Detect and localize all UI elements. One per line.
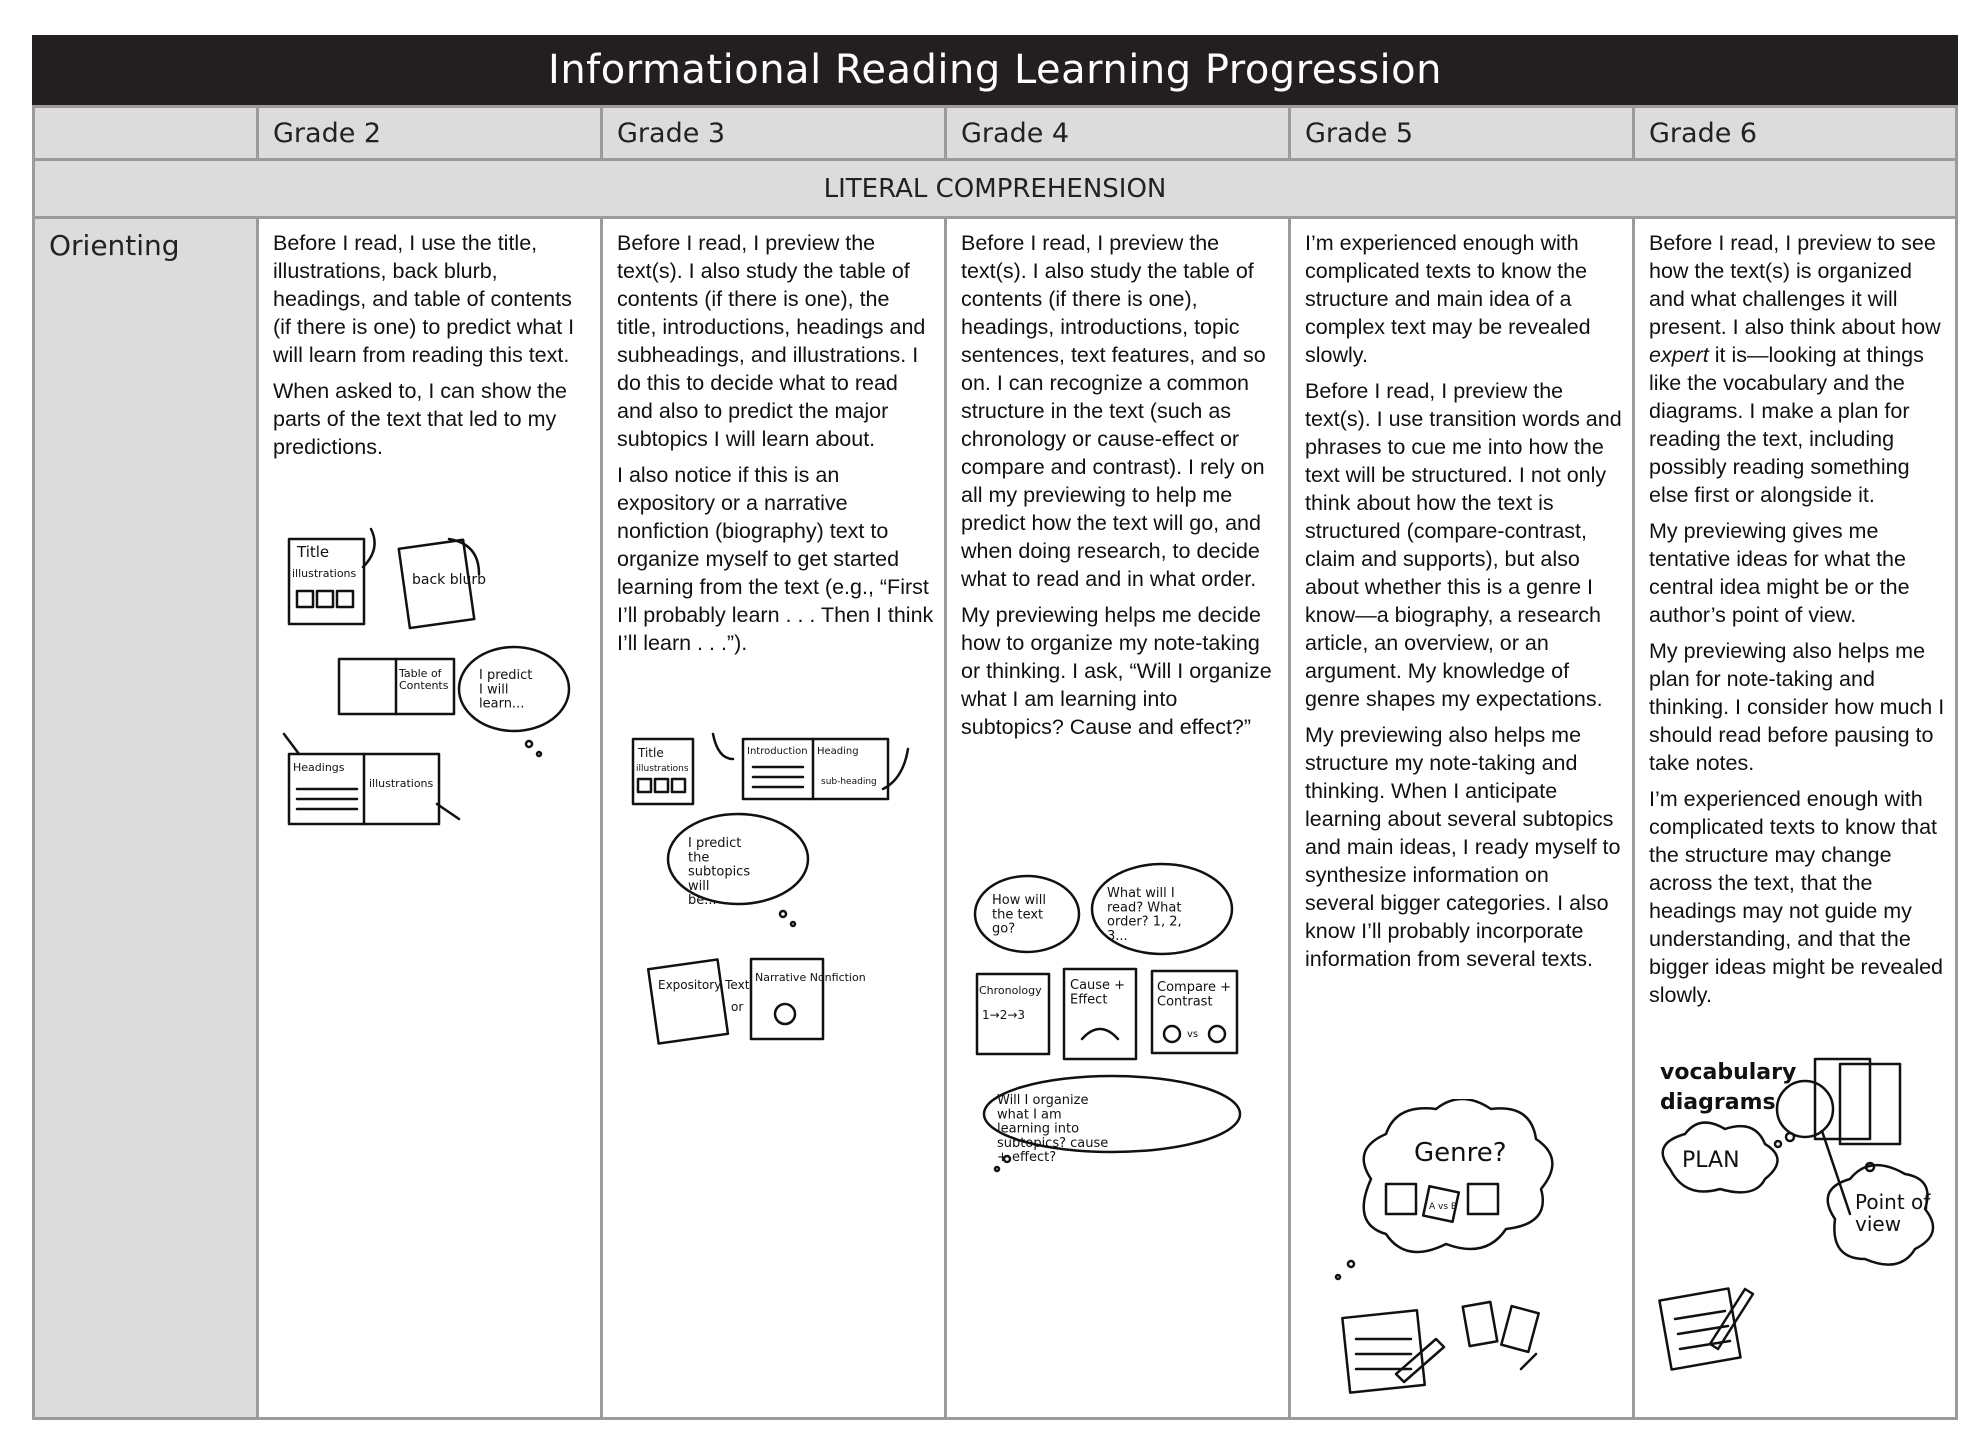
svg-text:diagrams: diagrams — [1660, 1090, 1776, 1115]
preview-sketch-grade-2 — [279, 509, 579, 839]
svg-text:illustrations: illustrations — [636, 764, 689, 774]
svg-text:Chronology: Chronology — [979, 984, 1042, 997]
header-row — [35, 108, 1955, 161]
header-grade-4: Grade 4 — [944, 108, 1288, 158]
cell-grade-6 — [1632, 219, 1955, 1417]
row-label: Orienting — [35, 219, 259, 1417]
sketch-label: Title — [297, 543, 330, 561]
svg-text:Point ofview: Point of view — [1855, 1190, 1931, 1236]
cell-grade-3 — [600, 219, 944, 1417]
page-title: Informational Reading Learning Progression — [32, 35, 1958, 105]
cell-paragraph: Before I read, I preview the text(s). I also study the table of contents (if there is one), the title, introductions, headings and subheadings, and illustrations. I do this to decide what to read and also to predict the major subtopics I will learn about. — [617, 231, 926, 451]
header-empty — [32, 108, 259, 158]
svg-text:Genre?: Genre? — [1414, 1138, 1507, 1168]
cell-paragraph: I’m experienced enough with complicated texts to know that the structure may change across the text, that the headings may not guide my understanding, and that the bigger ideas might be revealed slowly. — [1649, 787, 1944, 1007]
svg-text:What will Iread? Whatorder? 1,: What will I read? What order? 1, 2, 3... — [1107, 886, 1182, 944]
progression-page — [32, 35, 1958, 1420]
sketch-bubble: I predict I will learn... — [479, 668, 533, 712]
svg-text:PLAN: PLAN — [1682, 1148, 1740, 1173]
cell-paragraph: Before I read, I use the title, illustrations, back blurb, headings, and table of contents (if there is one) to predict what I will learn from reading this text. — [273, 231, 575, 367]
svg-text:Cause +Effect: Cause + Effect — [1070, 978, 1126, 1008]
svg-text:I predictthesubtopicswillbe...: I predict the subtopics will be... — [688, 836, 751, 909]
preview-sketch-grade-4 — [972, 859, 1272, 1179]
sketch-label: illustrations — [369, 777, 434, 790]
svg-text:Introduction: Introduction — [747, 746, 808, 757]
progression-table — [32, 105, 1958, 1420]
cell-grade-4 — [944, 219, 1288, 1417]
svg-text:Compare +Contrast: Compare + Contrast — [1157, 980, 1231, 1010]
header-grade-2: Grade 2 — [256, 108, 600, 158]
cell-paragraph: Before I read, I preview to see how the text(s) is organized and what challenges it will present. I also think about how expert it is—looking at things like the vocabulary and the diagrams. I make a plan for reading the text, including possibly reading something else first or alongside it. — [1649, 231, 1941, 507]
header-grade-6: Grade 6 — [1632, 108, 1955, 158]
cell-paragraph: I’m experienced enough with complicated texts to know the structure and main idea of a complex text may be revealed slowly. — [1305, 231, 1591, 367]
svg-text:Expository Text: Expository Text — [658, 978, 750, 992]
svg-text:vs: vs — [1187, 1029, 1199, 1040]
section-heading: LITERAL COMPREHENSION — [35, 161, 1955, 219]
cell-paragraph: My previewing gives me tentative ideas for what the central idea might be or the author’s point of view. — [1649, 519, 1910, 627]
svg-text:Will I organizewhat I amlearni: Will I organize what I am learning into subtopics? cause + effect? — [997, 1093, 1109, 1166]
preview-sketch-grade-6 — [1650, 1049, 1940, 1389]
svg-text:sub-heading: sub-heading — [821, 777, 877, 787]
preview-sketch-grade-3 — [623, 719, 933, 1049]
cell-paragraph: My previewing also helps me plan for note-taking and thinking. I consider how much I should read before pausing to take notes. — [1649, 639, 1945, 775]
sketch-label: back blurb — [412, 572, 487, 588]
svg-text:Heading: Heading — [817, 746, 859, 757]
preview-sketch-grade-5 — [1326, 1099, 1606, 1399]
cell-paragraph: My previewing helps me decide how to organize my note-taking or thinking. I ask, “Will I organize what I am learning into subtopics? Cause and effect?” — [961, 603, 1272, 739]
cell-paragraph: I also notice if this is an expository or a narrative nonfiction (biography) text to organize myself to get started learning from the text (e.g., “First I’ll probably learn . . . Then I think I’ll learn . . .”). — [617, 463, 934, 655]
svg-text:A vs B: A vs B — [1429, 1202, 1458, 1212]
cell-paragraph: Before I read, I preview the text(s). I use transition words and phrases to cue me into how the text will be structured. I not only think about how the text is structured (compare-contrast, claim and supports), but also about whether this is a genre I know—a biography, a research article, an overview, or an argument. My knowledge of genre shapes my expectations. — [1305, 379, 1622, 711]
header-grade-3: Grade 3 — [600, 108, 944, 158]
sketch-label: illustrations — [292, 567, 357, 580]
cell-grade-2 — [256, 219, 600, 1417]
orienting-row — [35, 219, 1955, 1417]
cell-paragraph: Before I read, I preview the text(s). I also study the table of contents (if there is one), headings, introductions, topic sentences, text features, and so on. I can recognize a common structure in the text (such as chronology or cause-effect or compare and contrast). I rely on all my previewing to help me predict how the text will go, and when doing research, to decide what to read and in what order. — [961, 231, 1266, 591]
svg-text:Narrative Nonfiction: Narrative Nonfiction — [755, 971, 866, 984]
sketch-label: Headings — [293, 761, 345, 774]
svg-text:Title: Title — [638, 746, 664, 760]
svg-text:vocabulary: vocabulary — [1660, 1060, 1797, 1085]
sketch-label: Table of Contents — [399, 667, 449, 693]
cell-paragraph: My previewing also helps me structure my note-taking and thinking. When I anticipate learning about several subtopics and main ideas, I ready myself to synthesize information on several bigger categories. I also know I’ll probably incorporate information from several texts. — [1305, 723, 1621, 971]
header-grade-5: Grade 5 — [1288, 108, 1632, 158]
svg-text:or: or — [731, 1000, 744, 1014]
svg-text:How willthe textgo?: How will the text go? — [992, 893, 1046, 937]
svg-text:1→2→3: 1→2→3 — [982, 1008, 1026, 1022]
cell-grade-5 — [1288, 219, 1632, 1417]
cell-paragraph: When asked to, I can show the parts of the text that led to my predictions. — [273, 379, 567, 459]
